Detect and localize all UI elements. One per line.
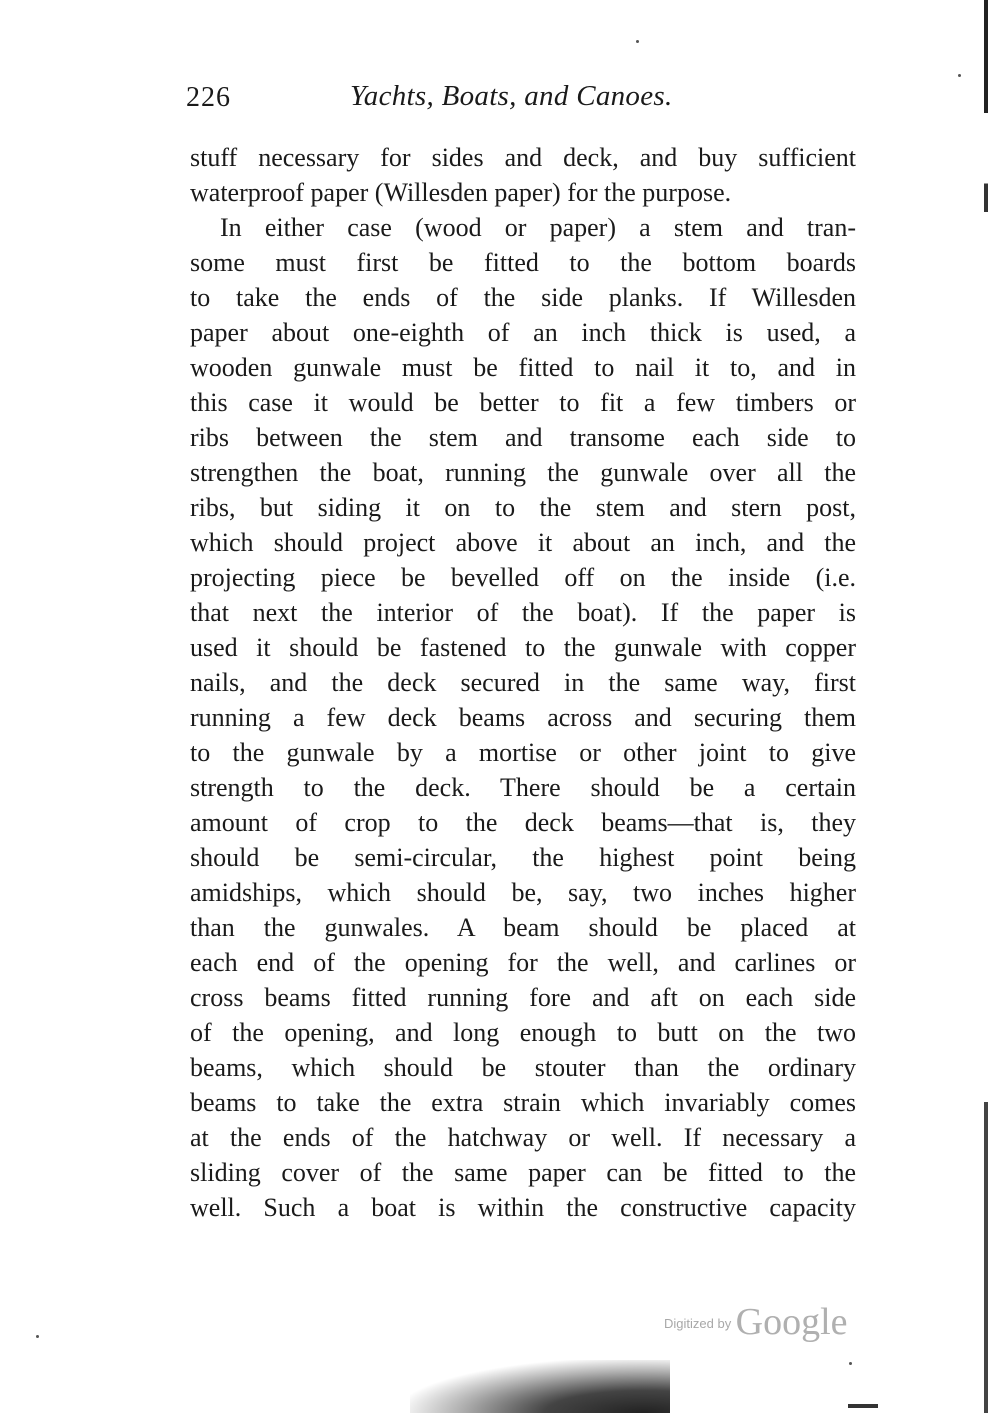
body-text xyxy=(190,140,856,1225)
text-line: beams, which should be stouter than the ordinary xyxy=(190,1053,856,1082)
text-line: at the ends of the hatchway or well. If necessary a xyxy=(190,1123,856,1152)
text-line: sliding cover of the same paper can be fitted to the xyxy=(190,1158,856,1187)
scan-speck xyxy=(849,1362,852,1365)
google-logo: Google xyxy=(735,1301,848,1343)
text-line: amount of crop to the deck beams—that is, they xyxy=(190,808,856,837)
text-line: strengthen the boat, running the gunwale over all the xyxy=(190,458,856,487)
text-line: each end of the opening for the well, and carlines or xyxy=(190,948,856,977)
text-line: cross beams fitted running fore and aft on each side xyxy=(190,983,856,1012)
text-line: some must first be fitted to the bottom boards xyxy=(190,248,856,277)
text-line: paper about one-eighth of an inch thick is used, a xyxy=(190,318,856,347)
text-line: projecting piece be bevelled off on the inside (i.e. xyxy=(190,563,856,592)
page-header xyxy=(0,80,988,120)
text-line: wooden gunwale must be fitted to nail it to, and in xyxy=(190,353,856,382)
digitized-prefix: Digitized by xyxy=(664,1316,732,1331)
digitized-watermark xyxy=(664,1300,848,1344)
text-line: which should project above it about an inch, and the xyxy=(190,528,856,557)
text-line: ribs between the stem and transome each side to xyxy=(190,423,856,452)
running-title: Yachts, Boats, and Canoes. xyxy=(350,80,673,112)
scan-mark xyxy=(848,1404,878,1408)
text-line: running a few deck beams across and securing them xyxy=(190,703,856,732)
text-line: stuff necessary for sides and deck, and buy sufficient xyxy=(190,143,856,172)
text-line: should be semi-circular, the highest point being xyxy=(190,843,856,872)
text-line: ribs, but siding it on to the stem and stern post, xyxy=(190,493,856,522)
scan-speck xyxy=(958,74,961,77)
text-line: than the gunwales. A beam should be placed at xyxy=(190,913,856,942)
text-line: waterproof paper (Willesden paper) for the purpose. xyxy=(190,178,732,207)
text-line: of the opening, and long enough to butt on the two xyxy=(190,1018,856,1047)
text-line: that next the interior of the boat). If the paper is xyxy=(190,598,856,627)
text-line: to take the ends of the side planks. If Willesden xyxy=(190,283,856,312)
text-line: strength to the deck. There should be a certain xyxy=(190,773,856,802)
text-line: nails, and the deck secured in the same way, first xyxy=(190,668,856,697)
text-line: well. Such a boat is within the constructive capacity xyxy=(190,1193,856,1222)
text-line: this case it would be better to fit a few timbers or xyxy=(190,388,856,417)
text-line: used it should be fastened to the gunwale with copper xyxy=(190,633,856,662)
scan-edge xyxy=(984,0,988,1413)
text-line: beams to take the extra strain which invariably comes xyxy=(190,1088,856,1117)
text-line: to the gunwale by a mortise or other joint to give xyxy=(190,738,856,767)
scan-speck xyxy=(636,40,639,43)
scan-speck xyxy=(36,1335,39,1338)
scan-smudge xyxy=(410,1360,670,1413)
text-line: amidships, which should be, say, two inches higher xyxy=(190,878,856,907)
text-line: In either case (wood or paper) a stem and tran- xyxy=(220,213,856,242)
page-number: 226 xyxy=(186,82,231,113)
